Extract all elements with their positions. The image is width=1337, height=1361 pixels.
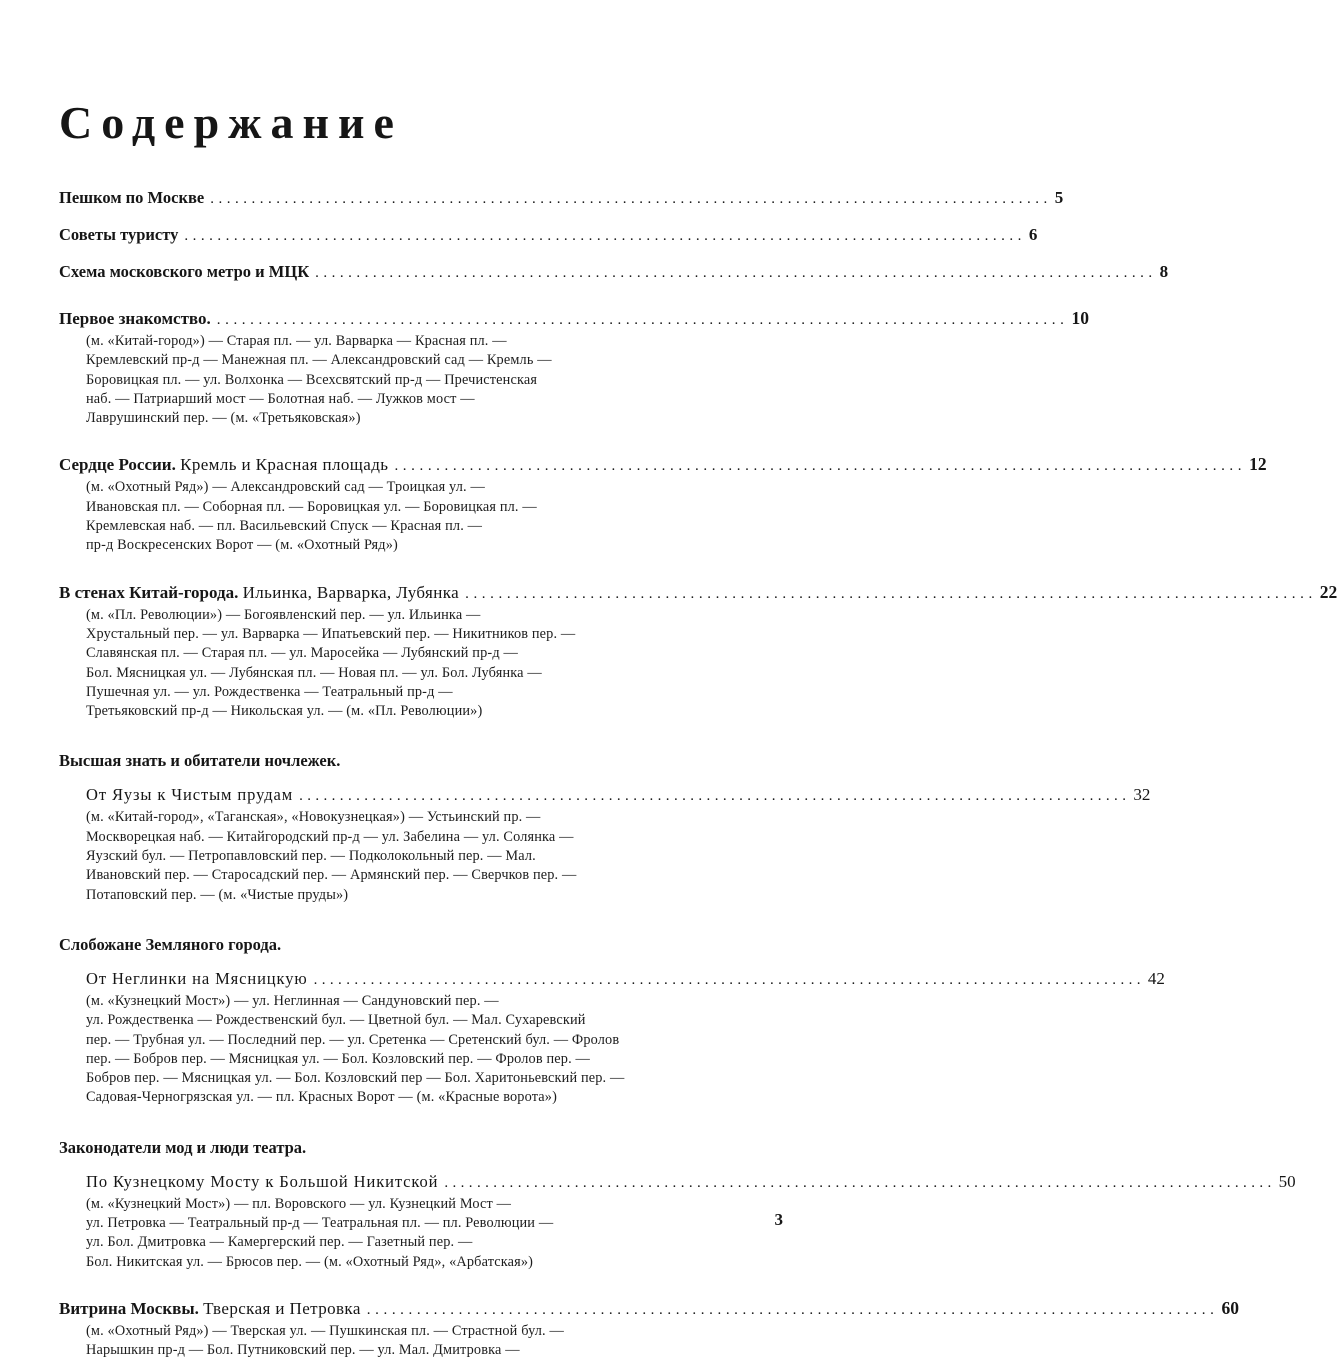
toc-entry-page: 6	[1028, 225, 1038, 244]
toc-chapter-0	[59, 308, 1089, 428]
toc-route-description	[86, 808, 777, 904]
toc-entry-front-1[interactable]	[59, 225, 1038, 245]
toc-chapter-heading[interactable]	[59, 308, 1089, 329]
route-line: наб. — Патриарший мост — Болотная наб. — Лужков мост —	[86, 390, 475, 407]
route-line: Ивановский пер. — Старосадский пер. — Армянский пер. — Сверчков пер. —	[86, 867, 577, 884]
route-line: Кремлевская наб. — пл. Васильевский Спуск — Красная пл. —	[86, 518, 483, 535]
toc-entry-page: 8	[1159, 262, 1169, 281]
toc-group-header: Законодатели мод и люди театра.	[59, 1137, 307, 1157]
toc-subentry-page: 42	[1147, 968, 1165, 988]
route-line: пер. — Бобров пер. — Мясницкая ул. — Бол. Козловский пер. — Фролов пер. —	[86, 1050, 590, 1067]
toc-subentry-heading[interactable]	[86, 968, 1165, 989]
route-line: Ивановская пл. — Соборная пл. — Боровицкая ул. — Боровицкая пл. —	[86, 498, 537, 515]
toc-route-description	[86, 992, 777, 1108]
toc-chapter-page: 22	[1319, 581, 1337, 602]
route-line: Хрустальный пер. — ул. Варварка — Ипатьевский пер. — Никитников пер. —	[86, 625, 576, 642]
toc-group-header: Слобожане Земляного города.	[59, 934, 282, 954]
toc-route-description	[86, 478, 777, 555]
toc-group-header: Высшая знать и обитатели ночлежек.	[59, 751, 341, 771]
route-line: Москворецкая наб. — Китайгородский пр-д — ул. Забелина — ул. Солянка —	[86, 828, 574, 845]
toc-route-description	[86, 606, 777, 722]
toc-chapter-title-bold: В стенах Китай-города.	[59, 582, 239, 602]
toc-subentry-title: От Яузы к Чистым прудам	[86, 785, 294, 805]
route-line: ул. Рождественка — Рождественский бул. — Цветной бул. — Мал. Сухаревский	[86, 1012, 586, 1029]
route-line: (м. «Китай-город») — Старая пл. — ул. Варварка — Красная пл. —	[86, 333, 507, 349]
route-line: (м. «Кузнецкий Мост») — ул. Неглинная — Сандуновский пер. —	[86, 992, 499, 1009]
toc-chapter-title-bold: Первое знакомство.	[59, 309, 211, 328]
toc-chapter-subtitle: Тверская и Петровка	[203, 1298, 361, 1318]
route-line: Бобров пер. — Мясницкая ул. — Бол. Козловский пер — Бол. Харитоньевский пер. —	[86, 1070, 625, 1087]
toc-content	[59, 0, 1337, 1361]
route-line: Садовая-Черногрязская ул. — пл. Красных Ворот — (м. «Красные ворота»)	[86, 1089, 557, 1106]
route-line: Пушечная ул. — ул. Рождественка — Театральный пр-д —	[86, 683, 453, 700]
route-line: Славянская пл. — Старая пл. — ул. Маросейка — Лубянский пр-д —	[86, 645, 518, 662]
route-line: пр-д Воскресенских Ворот — (м. «Охотный Ряд»)	[86, 537, 398, 554]
page-title: Содержание	[59, 97, 403, 148]
toc-group-2	[59, 1137, 1296, 1272]
toc-chapter-subtitle: Кремль и Красная площадь	[180, 455, 389, 475]
dot-leader	[394, 458, 1246, 475]
toc-chapter-title-bold: Сердце России.	[59, 455, 176, 475]
route-line: ул. Бол. Дмитровка — Камергерский пер. — Газетный пер. —	[86, 1234, 473, 1251]
toc-chapter-final	[59, 1297, 1239, 1361]
route-line: Лаврушинский пер. — (м. «Третьяковская»)	[86, 410, 361, 427]
toc-chapter-1	[59, 454, 1267, 555]
toc-entry-title: Схема московского метро и МЦК	[59, 262, 310, 281]
toc-entry-front-0[interactable]	[59, 188, 1064, 208]
dot-leader	[184, 228, 1026, 245]
toc-chapter-subtitle: Ильинка, Варварка, Лубянка	[242, 582, 460, 602]
route-line: ул. Петровка — Театральный пр-д — Театральная пл. — пл. Революции —	[86, 1215, 554, 1232]
toc-chapter-heading[interactable]	[59, 581, 1337, 603]
route-line: Нарышкин пр-д — Бол. Путниковский пер. — ул. Мал. Дмитровка —	[86, 1342, 520, 1359]
toc-chapter-title	[59, 1299, 361, 1319]
toc-chapter-heading[interactable]	[59, 454, 1267, 475]
toc-entry-title: Советы туристу	[59, 225, 179, 244]
toc-chapter-page: 60	[1221, 1297, 1239, 1318]
toc-entry-page: 5	[1054, 188, 1064, 207]
dot-leader	[210, 191, 1052, 208]
toc-chapter-title	[59, 455, 388, 475]
toc-chapter-title	[59, 583, 459, 603]
dot-leader	[465, 586, 1317, 603]
toc-subentry-title: По Кузнецкому Мосту к Большой Никитской	[86, 1171, 439, 1191]
route-line: (м. «Охотный Ряд») — Тверская ул. — Пушкинская пл. — Страстной бул. —	[86, 1322, 564, 1339]
toc-chapter-heading[interactable]	[59, 1297, 1239, 1319]
route-line: (м. «Охотный Ряд») — Александровский сад — Троицкая ул. —	[86, 479, 485, 496]
route-line: Потаповский пер. — (м. «Чистые пруды»)	[86, 886, 349, 903]
route-line: пер. — Трубная ул. — Последний пер. — ул. Сретенка — Сретенский бул. — Фролов	[86, 1031, 620, 1048]
page-number: 3	[774, 1210, 783, 1229]
route-line: (м. «Кузнецкий Мост») — пл. Воровского — ул. Кузнецкий Мост —	[86, 1195, 512, 1212]
dot-leader	[314, 972, 1145, 989]
toc-chapter-page: 12	[1249, 454, 1267, 475]
route-line: (м. «Пл. Революции») — Богоявленский пер. — ул. Ильинка —	[86, 606, 481, 623]
dot-leader	[367, 1302, 1219, 1319]
dot-leader	[315, 265, 1157, 282]
toc-chapter-title-bold: Витрина Москвы.	[59, 1298, 199, 1318]
toc-route-description	[86, 1195, 777, 1272]
toc-subentry-page: 50	[1278, 1171, 1296, 1191]
route-line: Яузский бул. — Петропавловский пер. — Подколокольный пер. — Мал.	[86, 848, 536, 865]
toc-chapter-page: 10	[1071, 308, 1089, 328]
toc-subentry-heading[interactable]	[86, 785, 1151, 805]
toc-subentry-heading[interactable]	[86, 1171, 1296, 1192]
route-line: Бол. Мясницкая ул. — Лубянская пл. — Новая пл. — ул. Бол. Лубянка —	[86, 664, 542, 681]
route-line: (м. «Китай-город», «Таганская», «Новокузнецкая») — Устьинский пр. —	[86, 809, 541, 826]
toc-subentry-page: 32	[1133, 785, 1151, 805]
toc-route-description	[86, 332, 777, 428]
dot-leader	[217, 312, 1069, 329]
toc-route-description	[86, 1322, 777, 1361]
toc-group-1	[59, 934, 1165, 1108]
route-line: Боровицкая пл. — ул. Волхонка — Всехсвятский пр-д — Пречистенская	[86, 371, 538, 388]
toc-entry-front-2[interactable]	[59, 262, 1169, 282]
toc-chapter-title	[59, 309, 211, 329]
route-line: Третьяковский пр-д — Никольская ул. — (м. «Пл. Революции»)	[86, 703, 483, 720]
route-line: Кремлевский пр-д — Манежная пл. — Александровский сад — Кремль —	[86, 352, 552, 369]
toc-chapter-2	[59, 581, 1337, 722]
dot-leader	[444, 1175, 1275, 1192]
route-line: Бол. Никитская ул. — Брюсов пер. — (м. «Охотный Ряд», «Арбатская»)	[86, 1253, 534, 1270]
toc-group-0	[59, 751, 1151, 904]
toc-subentry-title: От Неглинки на Мясницкую	[86, 968, 308, 988]
dot-leader	[299, 788, 1130, 805]
toc-entry-title: Пешком по Москве	[59, 188, 205, 207]
